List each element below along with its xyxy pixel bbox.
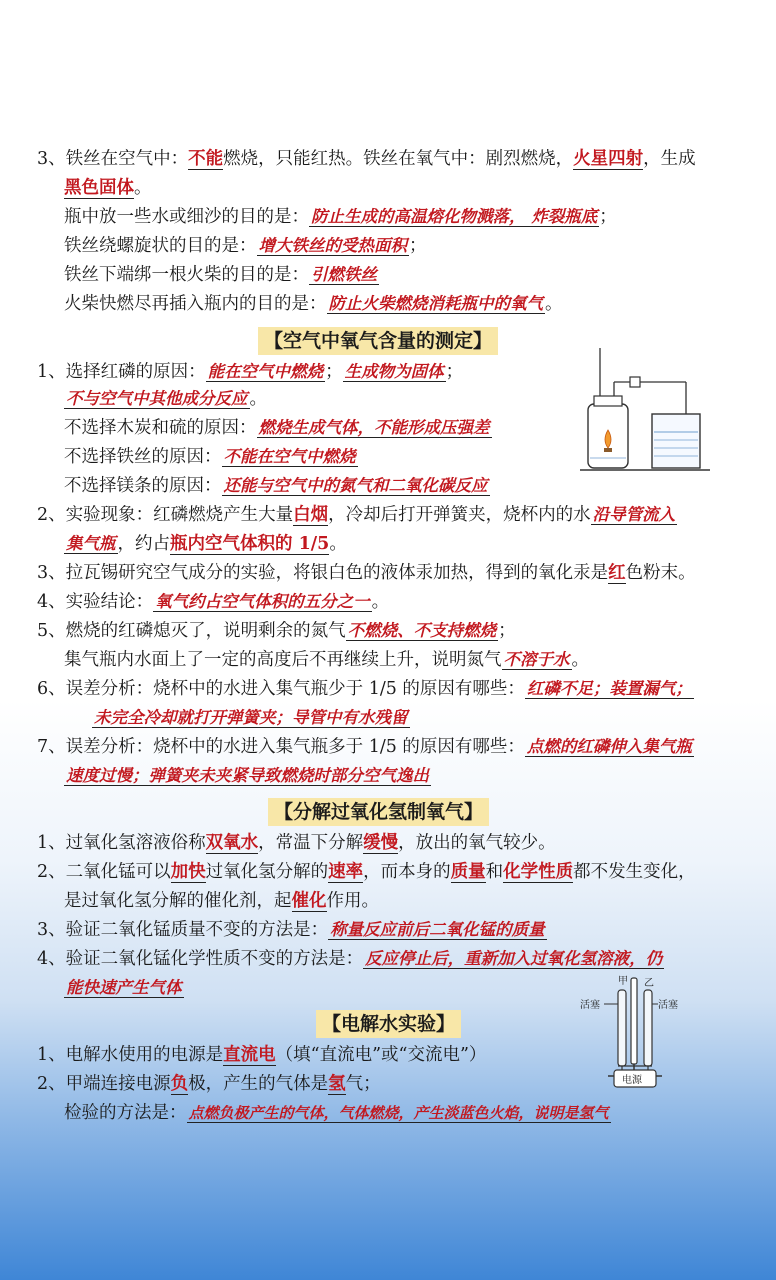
answer: 火星四射 — [573, 149, 644, 169]
text: ； — [409, 236, 427, 256]
answer: 未完全冷却就打开弹簧夹；导管中有水残留 — [94, 708, 408, 727]
answer: 黑色固体 — [64, 178, 134, 198]
answer: 能快速产生气体 — [66, 978, 182, 997]
text: 2、二氧化锰可以 — [37, 862, 171, 882]
oxygen-line-12 — [37, 676, 694, 702]
text: ； — [498, 621, 516, 641]
electrolysis-line-1 — [37, 1042, 486, 1068]
text: 燃烧，只能红热。铁丝在氧气中：剧烈燃烧， — [223, 149, 574, 169]
answer: 质量 — [450, 862, 486, 882]
answer: 点燃负极产生的气体，气体燃烧，产生淡蓝色火焰，说明是氢气 — [188, 1104, 609, 1122]
peroxide-line-1 — [37, 830, 556, 856]
text: 2、实验现象：红磷燃烧产生大量 — [37, 505, 294, 525]
answer: 能在空气中燃烧 — [207, 362, 324, 381]
text: 3、铁丝在空气中： — [37, 149, 189, 169]
text: 6、误差分析：烧杯中的水进入集气瓶少于 1/5 的原因有哪些： — [37, 679, 525, 699]
text: 铁丝绕螺旋状的目的是： — [64, 236, 257, 256]
text: 不选择铁丝的原因： — [64, 447, 222, 467]
answer: 燃烧生成气体，不能形成压强差 — [258, 418, 490, 437]
text: 是过氧化氢分解的催化剂，起 — [64, 891, 292, 911]
answer: 氧气约占空气体积的五分之一 — [155, 592, 370, 611]
iron-line-1 — [37, 146, 696, 172]
text: ，约占 — [117, 534, 170, 554]
text: 都不发生变化， — [573, 862, 696, 882]
text: 不选择镁条的原因： — [64, 476, 222, 496]
answer: 速度过慢；弹簧夹未夹紧导致燃烧时部分空气逸出 — [66, 766, 429, 785]
oxygen-line-15 — [64, 763, 431, 789]
oxygen-line-5 — [64, 473, 490, 499]
text: 火柴快燃尽再插入瓶内的目的是： — [64, 294, 327, 314]
answer: 白烟 — [293, 505, 329, 525]
phosphorus-apparatus-diagram — [574, 344, 714, 474]
iron-line-3 — [64, 204, 617, 230]
answer: 防止火柴燃烧消耗瓶中的氧气 — [328, 294, 543, 313]
text: 2、甲端连接电源 — [37, 1074, 171, 1094]
peroxide-line-2 — [37, 859, 696, 885]
answer: 化学性质 — [503, 862, 574, 882]
oxygen-line-7 — [64, 531, 347, 557]
answer: 称量反应前后二氧化锰的质量 — [330, 920, 545, 939]
answer: 引燃铁丝 — [311, 265, 377, 284]
answer: 直流电 — [223, 1045, 276, 1065]
text: ，冷却后打开弹簧夹，烧杯内的水 — [328, 505, 591, 525]
answer: 反应停止后，重新加入过氧化氢溶液，仍 — [365, 949, 663, 968]
section-heading-oxygen-content: 【空气中氧气含量的测定】 — [258, 327, 498, 355]
text: 不选择木炭和硫的原因： — [64, 418, 257, 438]
oxygen-line-13 — [92, 705, 410, 731]
text: （填“直流电”或“交流电”） — [275, 1045, 487, 1065]
text: 作用。 — [326, 891, 379, 911]
oxygen-line-3 — [64, 415, 492, 441]
section-heading-hydrogen-peroxide: 【分解过氧化氢制氧气】 — [268, 798, 489, 826]
answer: 不能在空气中燃烧 — [223, 447, 356, 466]
iron-line-2 — [64, 175, 152, 201]
text: 4、实验结论： — [37, 592, 154, 612]
electrolysis-apparatus-diagram — [578, 972, 718, 1090]
oxygen-line-14 — [37, 734, 694, 760]
text: 。 — [329, 534, 347, 554]
answer: 还能与空气中的氮气和二氧化碳反应 — [223, 476, 488, 495]
text: 。 — [545, 294, 563, 314]
answer: 沿导管流入 — [592, 505, 676, 524]
text: 3、验证二氧化锰质量不变的方法是： — [37, 920, 329, 940]
answer: 瓶内空气体积的 1/5 — [170, 534, 330, 554]
iron-line-4 — [64, 233, 427, 259]
answer: 集气瓶 — [66, 534, 116, 553]
diagram-label-jia: 甲 — [618, 976, 628, 987]
text: 和 — [485, 862, 504, 882]
section-heading-electrolysis: 【电解水实验】 — [316, 1010, 461, 1038]
answer: 不能 — [188, 149, 224, 169]
answer: 负 — [170, 1074, 189, 1094]
text: 集气瓶内水面上了一定的高度后不再继续上升，说明氮气 — [64, 650, 502, 670]
answer: 双氧水 — [205, 833, 259, 853]
text: ，放出的氧气较少。 — [398, 833, 556, 853]
answer: 氢 — [328, 1074, 346, 1094]
answer: 红 — [608, 563, 626, 583]
answer: 速率 — [328, 862, 364, 882]
oxygen-line-6 — [37, 502, 677, 528]
oxygen-line-4 — [64, 444, 358, 470]
answer: 加快 — [170, 862, 206, 882]
text: 瓶中放一些水或细沙的目的是： — [64, 207, 309, 227]
text: 。 — [134, 178, 152, 198]
answer: 不溶于水 — [503, 650, 570, 669]
text: 检验的方法是： — [64, 1103, 187, 1123]
answer: 不燃烧、不支持燃烧 — [347, 621, 497, 640]
text: ，常温下分解 — [258, 833, 364, 853]
oxygen-line-11 — [64, 647, 589, 673]
electrolysis-line-3 — [64, 1100, 611, 1126]
text: ； — [445, 362, 464, 382]
text: 7、误差分析：烧杯中的水进入集气瓶多于 1/5 的原因有哪些： — [37, 737, 525, 757]
answer: 不与空气中其他成分反应 — [66, 389, 248, 408]
oxygen-line-1 — [37, 359, 463, 385]
oxygen-line-8 — [37, 560, 696, 586]
answer: 点燃的红磷伸入集气瓶 — [526, 737, 692, 756]
text: 气； — [345, 1074, 381, 1094]
text: ； — [325, 362, 343, 382]
iron-line-5 — [64, 262, 379, 288]
text: 1、电解水使用的电源是 — [37, 1045, 224, 1065]
oxygen-line-2 — [64, 386, 267, 412]
diagram-label-stopcock-right: 活塞 — [658, 1000, 678, 1011]
text: ，而本身的 — [363, 862, 451, 882]
answer: 红磷不足；装置漏气； — [526, 679, 692, 698]
answer: 生成物为固体 — [344, 362, 444, 381]
peroxide-line-4 — [37, 917, 547, 943]
text: 。 — [571, 650, 589, 670]
answer: 缓慢 — [363, 833, 399, 853]
text: 1、选择红磷的原因： — [37, 362, 206, 382]
text: ； — [599, 207, 617, 227]
peroxide-line-6 — [64, 975, 184, 1001]
text: ，生成 — [643, 149, 696, 169]
text: 。 — [249, 389, 267, 409]
peroxide-line-3 — [64, 888, 379, 914]
oxygen-line-10 — [37, 618, 516, 644]
text: 过氧化氢分解的 — [205, 862, 329, 882]
text: 。 — [371, 592, 390, 612]
answer: 防止生成的高温熔化物溅落， 炸裂瓶底 — [311, 207, 598, 226]
answer: 增大铁丝的受热面积 — [258, 236, 407, 255]
diagram-label-yi: 乙 — [644, 978, 654, 989]
text: 色粉末。 — [625, 563, 696, 583]
text: 3、拉瓦锡研究空气成分的实验，将银白色的液体汞加热，得到的氧化汞是 — [37, 563, 609, 583]
oxygen-line-9 — [37, 589, 389, 615]
peroxide-line-5 — [37, 946, 664, 972]
electrolysis-line-2 — [37, 1071, 381, 1097]
diagram-label-stopcock-left: 活塞 — [580, 1000, 600, 1011]
text: 4、验证二氧化锰化学性质不变的方法是： — [37, 949, 364, 969]
text: 铁丝下端绑一根火柴的目的是： — [64, 265, 309, 285]
answer: 催化 — [291, 891, 327, 911]
text: 5、燃烧的红磷熄灭了，说明剩余的氮气 — [37, 621, 346, 641]
diagram-label-power: 电源 — [622, 1075, 642, 1086]
text: 1、过氧化氢溶液俗称 — [37, 833, 206, 853]
iron-line-6 — [64, 291, 563, 317]
text: 极，产生的气体是 — [188, 1074, 329, 1094]
